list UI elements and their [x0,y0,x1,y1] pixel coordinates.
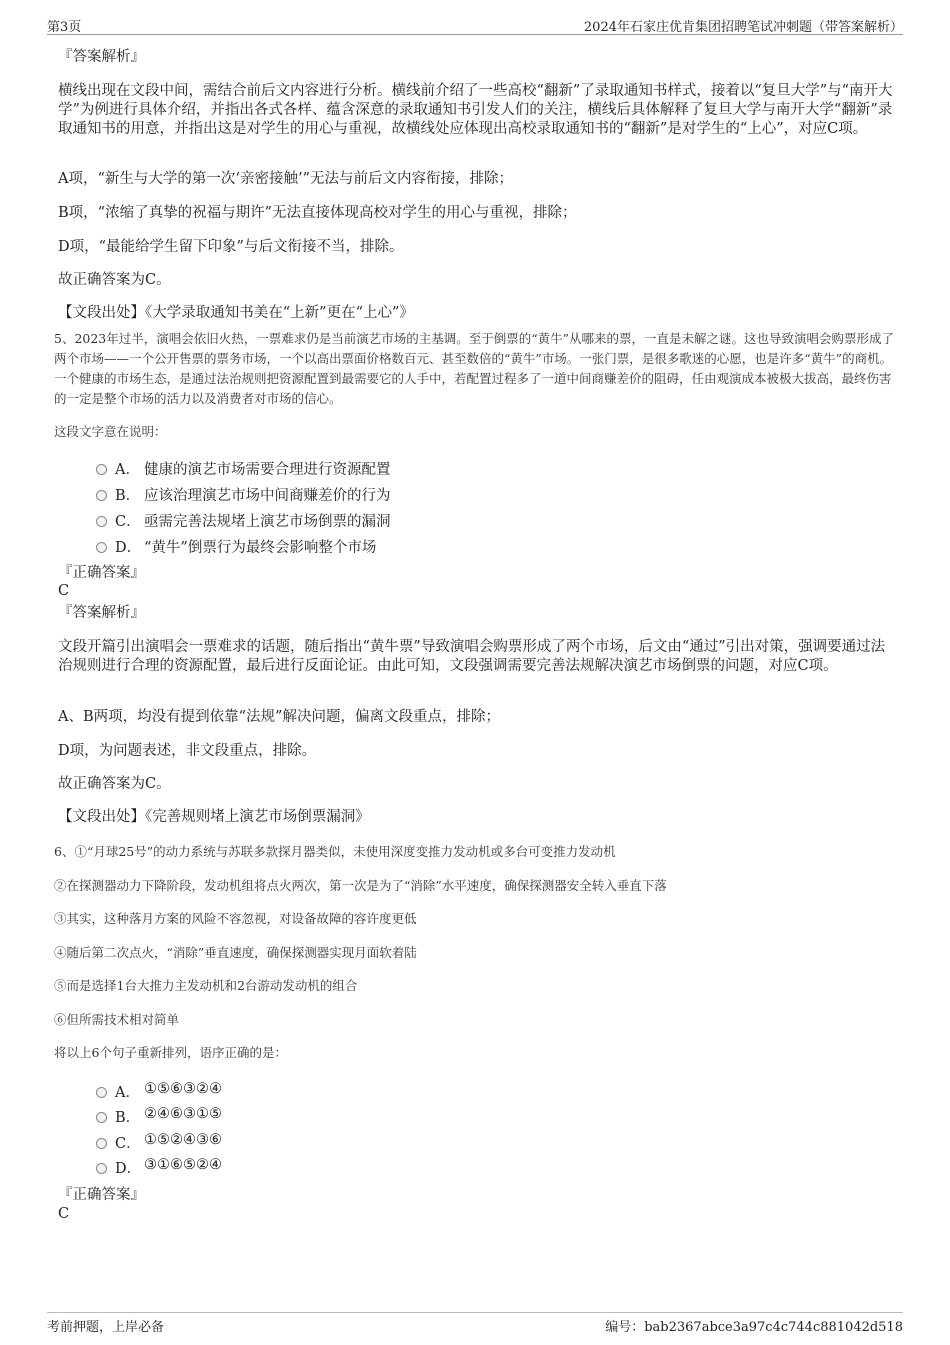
q6-question: 将以上6个句子重新排列，语序正确的是： [54,1045,287,1060]
q6-sentence-4: ④随后第二次点火，“消除”垂直速度，确保探测器实现月面软着陆 [54,945,417,960]
q5-answer: C [58,583,70,599]
q4-conclusion: 故正确答案为C。 [58,272,171,288]
radio-icon[interactable] [96,1112,107,1123]
q6-sentence-5: ⑤而是选择1台大推力主发动机和2台游动发动机的组合 [54,978,358,993]
q5-question: 这段文字意在说明： [54,424,167,439]
document-code: 编号：bab2367abce3a97c4c744c881042d518 [605,1320,903,1335]
q5-source: 【文段出处】《完善规则堵上演艺市场倒票漏洞》 [58,809,370,825]
q6-sentence-6: ⑥但所需技术相对简单 [54,1012,180,1027]
radio-icon[interactable] [96,516,107,527]
q4-exclusion-a: A项，“新生与大学的第一次‘亲密接触’”无法与前后文内容衔接，排除； [58,171,514,187]
radio-icon[interactable] [96,542,107,553]
q4-analysis-label: 『答案解析』 [58,49,145,65]
q6-sentence-2: ②在探测器动力下降阶段，发动机组将点火两次，第一次是为了“消除”水平速度，确保探测器安全转入垂直下落 [54,878,667,893]
q6-sentence-3: ③其实，这种落月方案的风险不容忽视，对设备故障的容许度更低 [54,911,417,926]
q6-sentence-1: 6、①“月球25号”的动力系统与苏联多款探月器类似，未使用深度变推力发动机或多台可变推力发动机 [54,844,616,859]
radio-icon[interactable] [96,1087,107,1098]
page-header [47,14,903,35]
q4-exclusion-b: B项，“浓缩了真挚的祝福与期许”无法直接体现高校对学生的用心与重视，排除； [58,205,577,221]
footer-slogan: 考前押题，上岸必备 [47,1320,165,1335]
q4-analysis-text: 横线出现在文段中间，需结合前后文内容进行分析。横线前介绍了一些高校“翻新”了录取通知书样式，接着以“复旦大学”与“南开大学”为例进行具体介绍，并指出各式各样、蕴含深意的录取通知书引发人们的关注，横线后具体解释了复旦大学与南开大学“翻新”录取通知书的用意，并指出这是对学生的用心与重视，故横线处应体现出高校录取通知书的“翻新”是对学生的“上心”，对应C项。 [58,83,893,137]
q5-answer-label: 『正确答案』 [58,565,145,581]
q5-analysis-text: 文段开篇引出演唱会一票难求的话题，随后指出“黄牛票”导致演唱会购票形成了两个市场，后文由“通过”引出对策，强调要通过法治规则进行合理的资源配置，最后进行反面论证。由此可知，文段强调需要完善法规解决演艺市场倒票的问题，对应C项。 [58,639,886,674]
page-footer [47,1312,903,1335]
q5-exclusion-d: D项，为问题表述，非文段重点，排除。 [58,743,317,759]
q5-conclusion: 故正确答案为C。 [58,776,171,792]
q6-answer: C [58,1206,70,1222]
radio-icon[interactable] [96,464,107,475]
q5-exclusion-ab: A、B两项，均没有提到依靠“法规”解决问题，偏离文段重点，排除； [58,709,500,725]
q5-stem: 5、2023年过半，演唱会依旧火热，一票难求仍是当前演艺市场的主基调。至于倒票的“黄牛”从哪来的票，一直是未解之谜。这也导致演唱会购票形成了两个市场——一个公开售票的票务市场，一个以高出票面价格数百元、甚至数倍的“黄牛”市场。一张门票，是很多歌迷的心愿，也是许多“黄牛”的商机。一个健康的市场生态，是通过法治规则把资源配置到最需要它的人手中，若配置过程多了一道中间商赚差价的阻碍，任由观演成本被极大拔高，最终伤害的一定是整个市场的活力以及消费者对市场的信心。 [54,331,895,406]
document-title: 2024年石家庄优肯集团招聘笔试冲刺题（带答案解析） [583,20,903,35]
radio-icon[interactable] [96,1163,107,1174]
q6-answer-label: 『正确答案』 [58,1187,145,1203]
radio-icon[interactable] [96,1138,107,1149]
radio-icon[interactable] [96,490,107,501]
q4-exclusion-d: D项，“最能给学生留下印象”与后文衔接不当，排除。 [58,239,404,255]
q5-analysis-label: 『答案解析』 [58,605,145,621]
q4-source: 【文段出处】《大学录取通知书美在“上新”更在“上心”》 [58,305,414,321]
page-number: 第3页 [47,20,82,35]
